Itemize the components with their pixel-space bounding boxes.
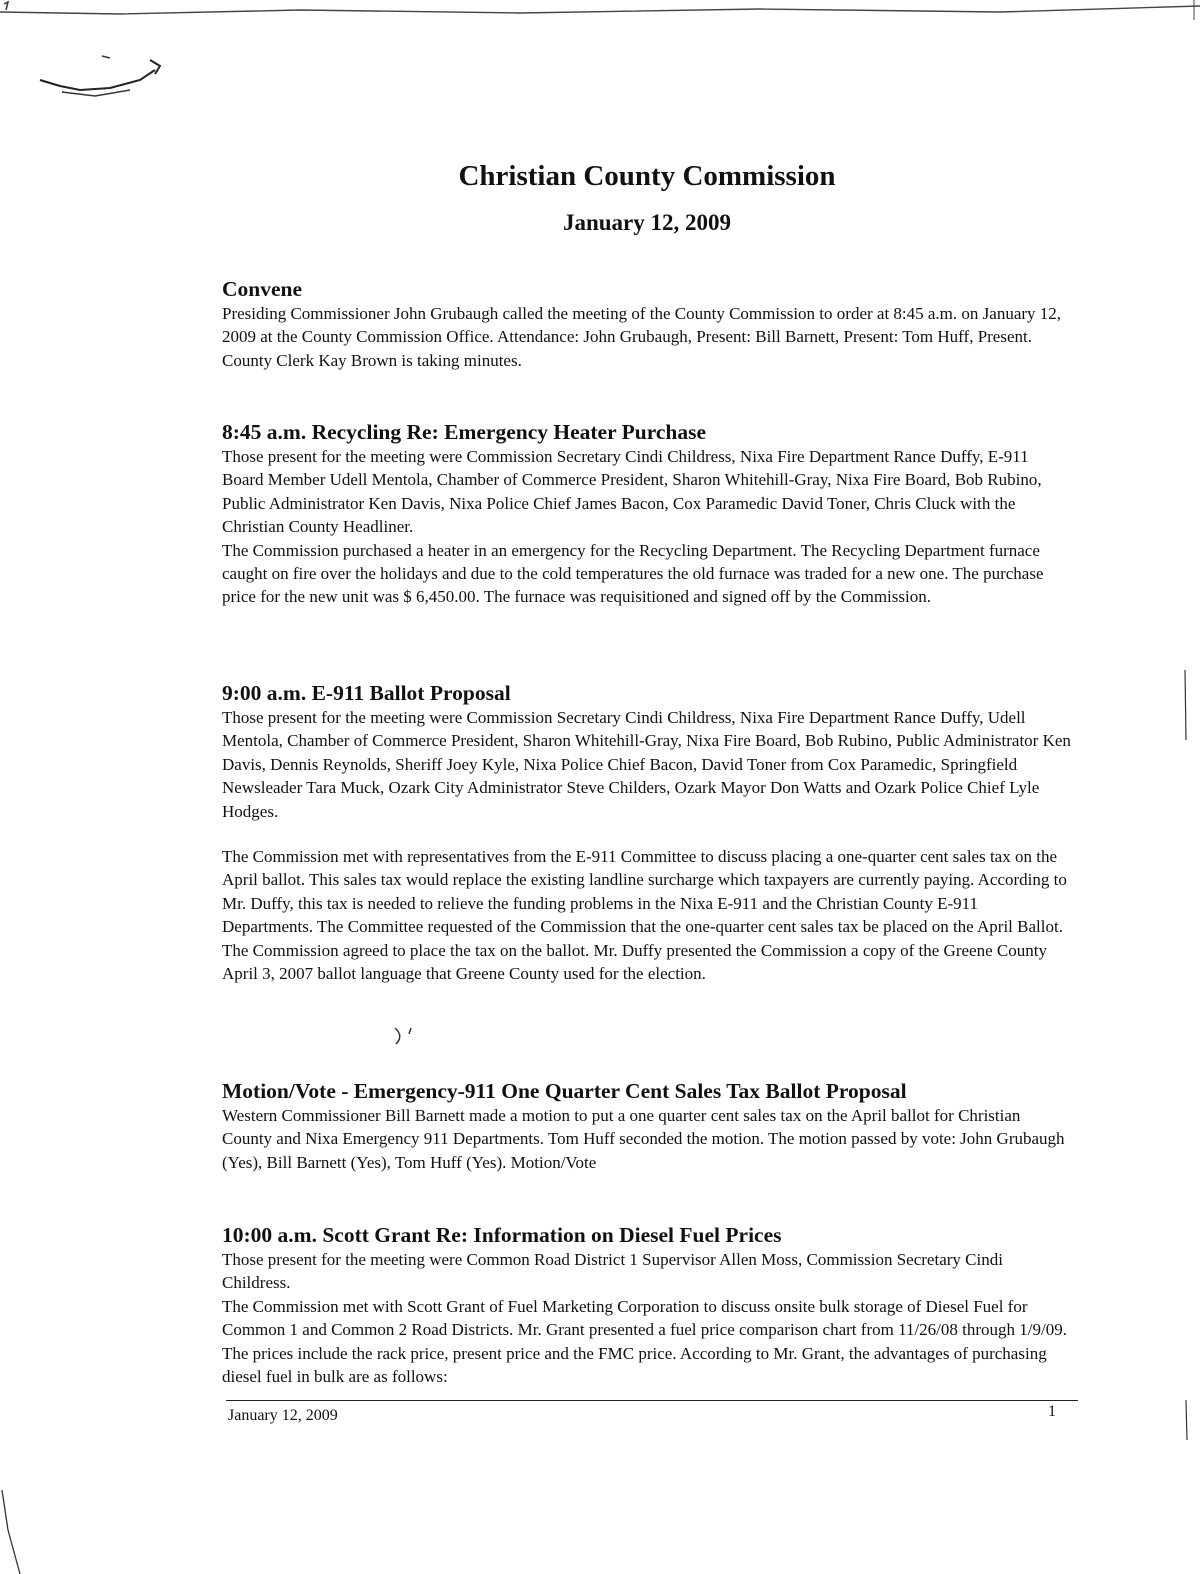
- page-number: 1: [1048, 1403, 1056, 1420]
- section-diesel-fuel: [222, 1222, 1072, 1388]
- section-paragraph: The Commission met with representatives from the E-911 Committee to discuss placing a one-quarter cent sales tax on the April ballot. This sales tax would replace the existing landline surcharge which taxpayers are currently paying. According to Mr. Duffy, this tax is needed to relieve the funding problems in the Nixa E-911 and the Christian County E-911 Departments. The Committee requested of the Commission that the one-quarter cent sales tax be placed on the April Ballot. The Commission agreed to place the tax on the ballot. Mr. Duffy presented the Commission a copy of the Greene County April 3, 2007 ballot language that Greene County used for the election.: [222, 847, 1067, 984]
- section-heading: Convene: [222, 277, 303, 301]
- footer-date: January 12, 2009: [228, 1407, 338, 1424]
- section-heading: 8:45 a.m. Recycling Re: Emergency Heater Purchase: [222, 420, 707, 444]
- section-motion-vote: [222, 1078, 1072, 1174]
- section-heading: 9:00 a.m. E-911 Ballot Proposal: [222, 681, 511, 705]
- page-footer: [226, 1400, 1078, 1424]
- section-paragraph: The Commission met with Scott Grant of Fuel Marketing Corporation to discuss onsite bulk storage of Diesel Fuel for Common 1 and Common 2 Road Districts. Mr. Grant presented a fuel price comparison chart from 11/26/08 through 1/9/09. The prices include the rack price, present price and the FMC price. According to Mr. Grant, the advantages of purchasing diesel fuel in bulk are as follows:: [222, 1296, 1067, 1387]
- section-paragraph: Western Commissioner Bill Barnett made a motion to put a one quarter cent sales tax on the April ballot for Christian County and Nixa Emergency 911 Departments. Tom Huff seconded the motion. The motion passed by vote: John Grubaugh (Yes), Bill Barnett (Yes), Tom Huff (Yes). Motion/Vote: [222, 1106, 1065, 1172]
- section-paragraph: Those present for the meeting were Commission Secretary Cindi Childress, Nixa Fire Department Rance Duffy, Udell Mentola, Chamber of Commerce President, Sharon Whitehill-Gray, Nixa Fire Board, Bob Rubino, Public Administrator Ken Davis, Dennis Reynolds, Sheriff Joey Kyle, Nixa Police Chief Bacon, David Toner from Cox Paramedic, Springfield Newsleader Tara Muck, Ozark City Administrator Steve Childers, Ozark Mayor Don Watts and Ozark Police Chief Lyle Hodges.: [222, 708, 1071, 821]
- section-heading: 10:00 a.m. Scott Grant Re: Information on Diesel Fuel Prices: [222, 1223, 782, 1247]
- section-e911-ballot: [222, 680, 1072, 985]
- section-paragraph: The Commission purchased a heater in an emergency for the Recycling Department. The Recycling Department furnace caught on fire over the holidays and due to the cold temperatures the old furnace was traded for a new one. The purchase price for the new unit was $ 6,450.00. The furnace was requisitioned and signed off by the Commission.: [222, 540, 1044, 607]
- section-paragraph: Those present for the meeting were Commission Secretary Cindi Childress, Nixa Fire Department Rance Duffy, E-911 Board Member Udell Mentola, Chamber of Commerce President, Sharon Whitehill-Gray, Nixa Fire Board, Bob Rubino, Public Administrator Ken Davis, Nixa Police Chief James Bacon, Cox Paramedic David Toner, Chris Cluck with the Christian County Headliner.: [222, 447, 1042, 537]
- document-title: Christian County Commission: [458, 160, 836, 192]
- section-paragraph: Presiding Commissioner John Grubaugh called the meeting of the County Commission to order at 8:45 a.m. on January 12, 2009 at the County Commission Office. Attendance: John Grubaugh, Present: Bill Barnett, Present: Tom Huff, Present. County Clerk Kay Brown is taking minutes.: [222, 304, 1062, 370]
- document-date: January 12, 2009: [562, 210, 732, 235]
- section-convene: [222, 276, 1072, 372]
- section-heading: Motion/Vote - Emergency-911 One Quarter Cent Sales Tax Ballot Proposal: [222, 1079, 907, 1103]
- section-paragraph: Those present for the meeting were Common Road District 1 Supervisor Allen Moss, Commission Secretary Cindi Childress.: [222, 1250, 1003, 1293]
- section-recycling-heater: [222, 419, 1072, 609]
